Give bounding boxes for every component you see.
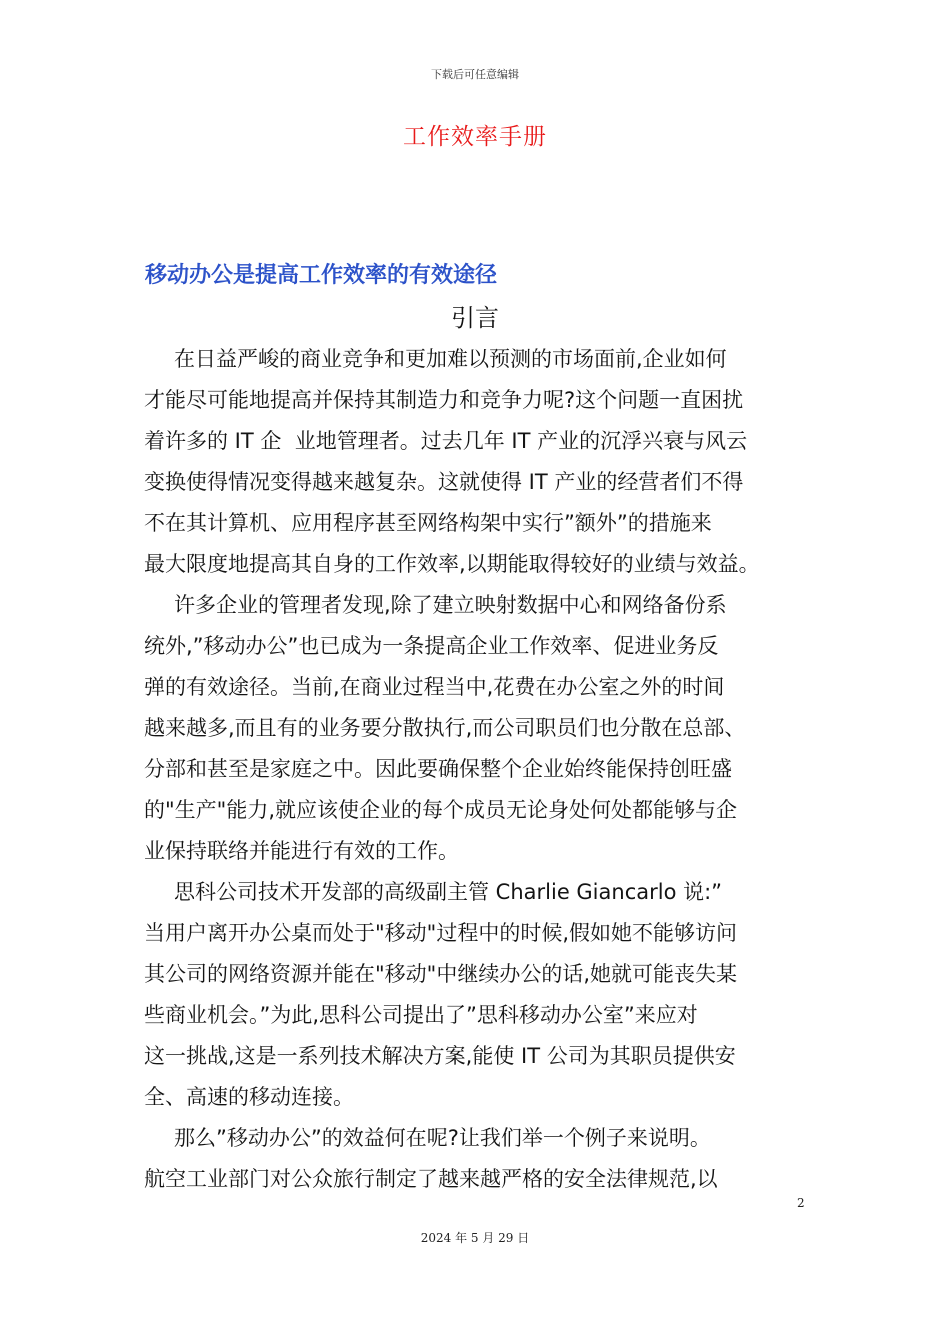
footer-date: 2024 年 5 月 29 日 <box>420 1231 530 1245</box>
text-line: 业保持联络并能进行有效的工作。 <box>144 839 459 863</box>
intro-heading: 引言 <box>451 304 499 332</box>
text-line: 的"生产"能力,就应该使企业的每个成员无论身处何处都能够与企 <box>144 798 737 822</box>
text-line: 分部和甚至是家庭之中。因此要确保整个企业始终能保持创旺盛 <box>144 757 732 781</box>
page-number: 2 <box>797 1196 805 1210</box>
body-text <box>144 339 814 1200</box>
section-heading: 移动办公是提高工作效率的有效途径 <box>145 263 498 288</box>
text-line: 许多企业的管理者发现,除了建立映射数据中心和网络备份系 <box>174 593 727 617</box>
text-line: 着许多的 IT 企 业地管理者。过去几年 IT 产业的沉浮兴衰与风云 <box>144 429 748 453</box>
page-header-note: 下载后可任意编辑 <box>431 68 519 81</box>
text-line: 全、高速的移动连接。 <box>144 1085 354 1109</box>
text-line: 那么”移动办公”的效益何在呢?让我们举一个例子来说明。 <box>174 1126 711 1150</box>
text-line: 才能尽可能地提高并保持其制造力和竞争力呢?这个问题一直困扰 <box>144 388 744 412</box>
text-line: 统外,”移动办公”也已成为一条提高企业工作效率、促进业务反 <box>144 634 719 658</box>
text-line: 在日益严峻的商业竞争和更加难以预测的市场面前,企业如何 <box>174 347 727 371</box>
text-line: 当用户离开办公桌而处于"移动"过程中的时候,假如她不能够访问 <box>144 921 737 945</box>
text-line: 些商业机会。”为此,思科公司提出了”思科移动办公室”来应对 <box>144 1003 698 1027</box>
text-line: 航空工业部门对公众旅行制定了越来越严格的安全法律规范,以 <box>144 1167 718 1191</box>
text-line: 越来越多,而且有的业务要分散执行,而公司职员们也分散在总部、 <box>144 716 746 740</box>
text-line: 不在其计算机、应用程序甚至网络构架中实行”额外”的措施来 <box>144 511 712 535</box>
text-line: 其公司的网络资源并能在"移动"中继续办公的话,她就可能丧失某 <box>144 962 737 986</box>
text-line: 最大限度地提高其自身的工作效率,以期能取得较好的业绩与效益。 <box>144 552 760 576</box>
text-line: 变换使得情况变得越来越复杂。这就使得 IT 产业的经营者们不得 <box>144 470 744 494</box>
text-line: 思科公司技术开发部的高级副主管 Charlie Giancarlo 说:” <box>174 880 723 904</box>
text-line: 弹的有效途径。当前,在商业过程当中,花费在办公室之外的时间 <box>144 675 725 699</box>
document-title: 工作效率手册 <box>403 124 547 150</box>
text-line: 这一挑战,这是一系列技术解决方案,能使 IT 公司为其职员提供安 <box>144 1044 736 1068</box>
